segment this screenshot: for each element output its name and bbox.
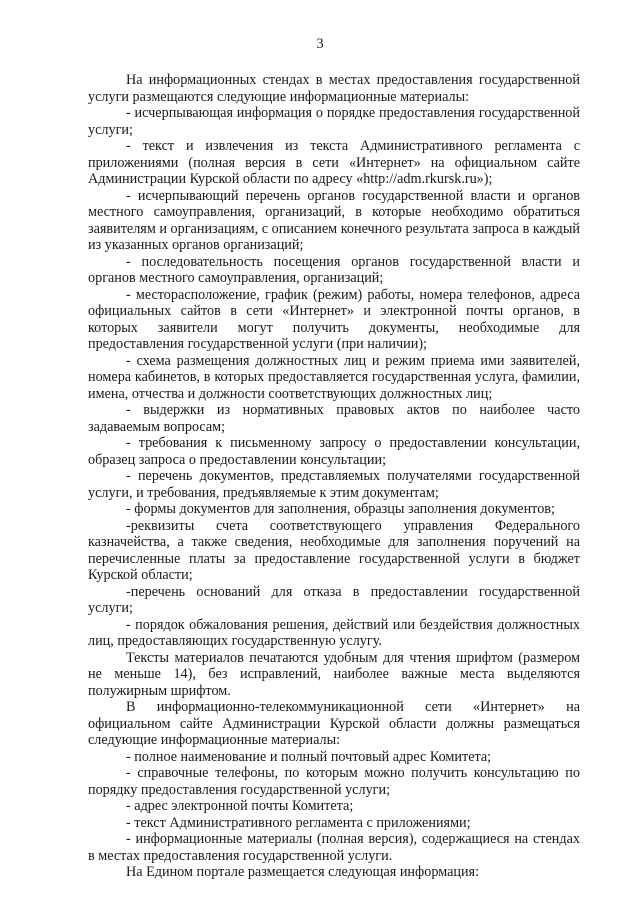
list-item: - формы документов для заполнения, образцы заполнения документов; [126, 501, 555, 517]
list-item: - исчерпывающая информация о порядке предоставления государственной услуги; [88, 105, 580, 138]
list-item: - месторасположение, график (режим) работы, номера телефонов, адреса официальных сайтов в сети «Интернет» и электронной почты органов, в которых заявители могут получить документы, необходимые для предоставления государственной услуги (при наличии); [88, 286, 580, 352]
list-item: - справочные телефоны, по которым можно получить консультацию по порядку предоставления государственной услуги; [88, 765, 580, 798]
list-item: - перечень документов, представляемых получателями государственной услуги, и требования, предъявляемые к этим документам; [88, 468, 580, 501]
list-item: - порядок обжалования решения, действий или бездействия должностных лиц, предоставляющих государственную услугу. [88, 616, 580, 649]
list-item: - последовательность посещения органов государственной власти и органов местного самоуправления, организаций; [88, 253, 580, 286]
list-item: - информационные материалы (полная версия), содержащиеся на стендах в местах предоставления государственной услуги. [88, 831, 580, 864]
list-item: - исчерпывающий перечень органов государственной власти и органов местного самоуправления, организаций, в которые необходимо обратиться заявителям и организациям, с описанием конечного результата запроса в каждый из указанных органов организаций; [88, 187, 580, 253]
page-number: 3 [316, 36, 324, 52]
list-item: -реквизиты счета соответствующего управления Федерального казначейства, а также сведения, необходимые для заполнения поручений на перечисленные платы за предоставление государственной услуги в бюджет Курской области; [88, 517, 580, 583]
list-item: - текст и извлечения из текста Административного регламента с приложениями (полная версия в сети «Интернет» на официальном сайте Администрации Курской области по адресу «http://adm.rkursk.ru»); [88, 138, 580, 187]
list-item: - схема размещения должностных лиц и режим приема ими заявителей, номера кабинетов, в которых предоставляется государственная услуга, фамилии, имена, отчества и должности соответствующих должностных лиц; [88, 352, 580, 402]
document-body [88, 72, 580, 881]
list-item: - выдержки из нормативных правовых актов по наиболее часто задаваемым вопросам; [88, 402, 580, 435]
list-item: - требования к письменному запросу о предоставлении консультации, образец запроса о предоставлении консультации; [88, 435, 580, 468]
list-item: -перечень оснований для отказа в предоставлении государственной услуги; [88, 583, 580, 616]
paragraph: Тексты материалов печатаются удобным для чтения шрифтом (размером не меньше 14), без исправлений, наиболее важные места выделяются полужирным шрифтом. [88, 649, 580, 699]
list-item: - полное наименование и полный почтовый адрес Комитета; [126, 748, 492, 765]
paragraph: На Едином портале размещается следующая информация: [126, 864, 480, 880]
list-item: - адрес электронной почты Комитета; [126, 798, 354, 814]
list-item: - текст Административного регламента с приложениями; [126, 814, 471, 831]
paragraph: На информационных стендах в местах предоставления государственной услуги размещаются следующие информационные материалы: [88, 72, 580, 105]
paragraph: В информационно-телекоммуникационной сети «Интернет» на официальном сайте Администрации Курской области должны размещаться следующие информационные материалы: [88, 699, 580, 748]
